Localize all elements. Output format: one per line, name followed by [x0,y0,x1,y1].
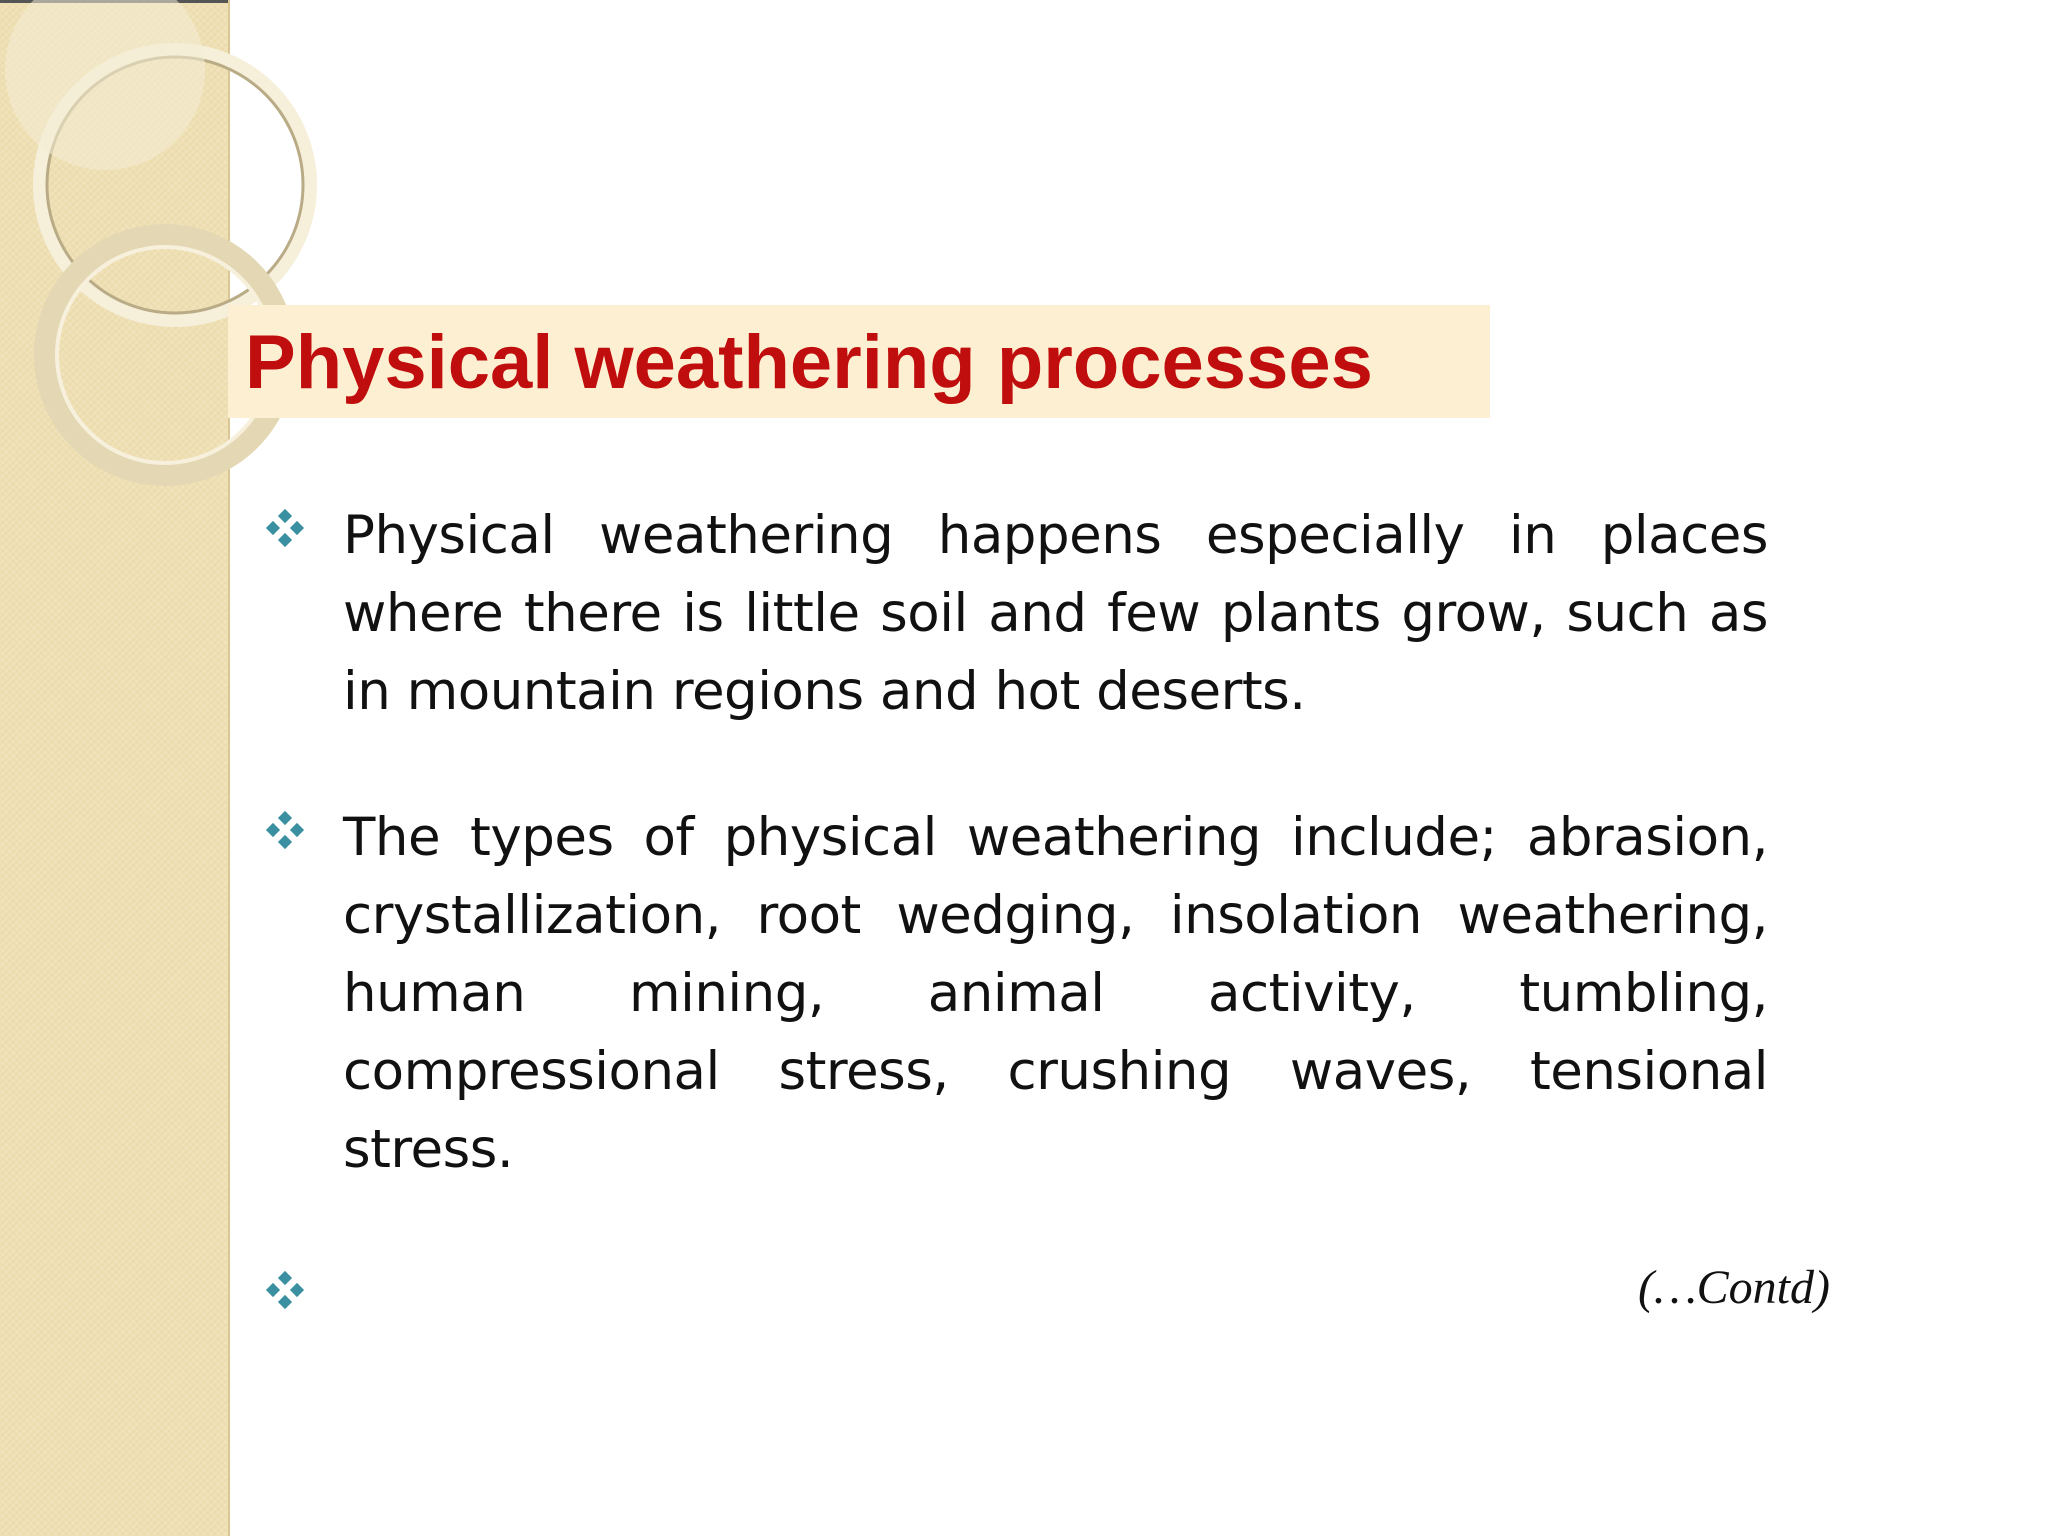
decorative-rings-icon [0,0,320,520]
continued-note: (…Contd) [1638,1261,1830,1314]
diamond-bullet-icon [265,1270,305,1310]
diamond-bullet-icon [265,810,305,850]
bullet-text-2: The types of physical weathering include; abrasion, crystallization, root wedging, insolation weathering, human mining, animal activity, tumbling, compressional stress, crushing waves, tensional stress. [343,807,1768,1180]
slide-title: Physical weathering processes [245,320,1373,405]
diamond-bullet-icon [265,508,305,548]
bullet-text-1: Physical weathering happens especially in places where there is little soil and few plants grow, such as in mountain regions and hot deserts. [343,505,1768,722]
